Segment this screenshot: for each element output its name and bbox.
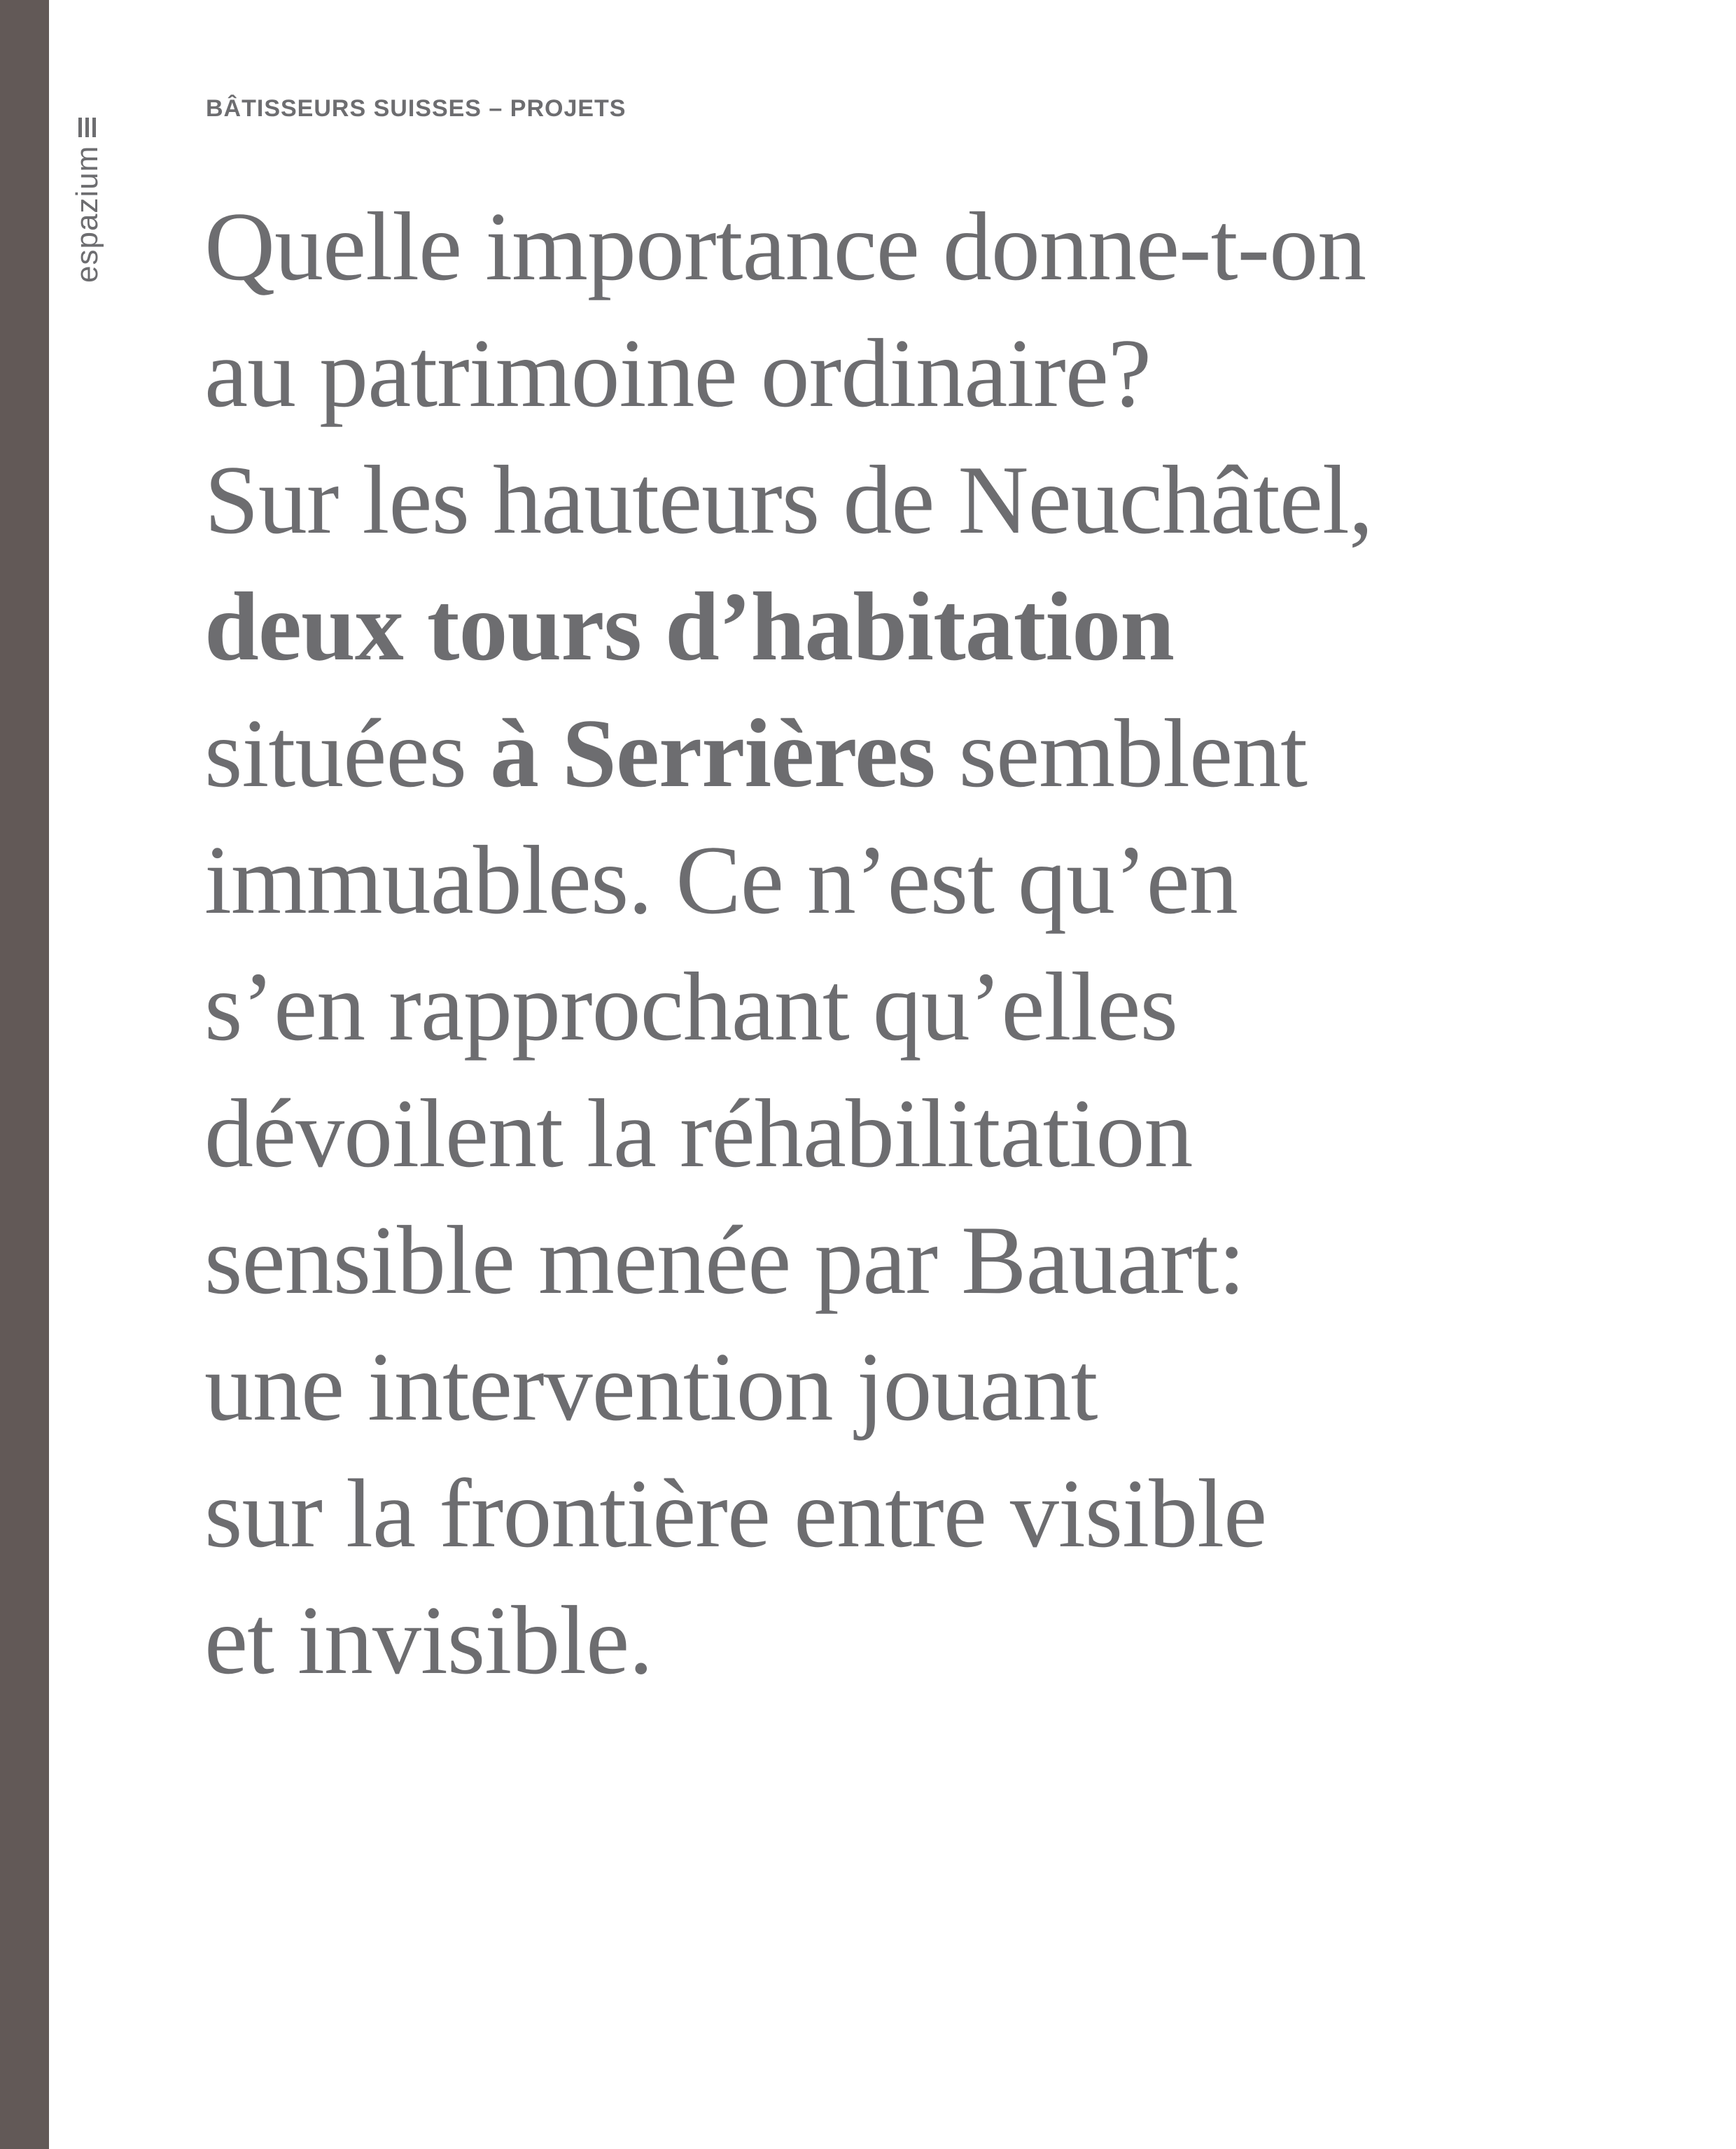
brand-wordmark: espazium [70,145,104,283]
lead-line [204,437,1702,564]
lead-text: immuables. Ce n’est qu’en [204,826,1238,934]
lead-text: semblent [934,699,1308,808]
side-color-bar [0,0,49,2149]
lead-text: sur la frontière entre visible [204,1460,1267,1568]
lead-line [204,564,1702,690]
lead-line [204,1070,1702,1197]
lead-emphasis: à Serrières [490,699,935,808]
lead-text: une intervention jouant [204,1333,1098,1441]
triple-bar-icon [78,118,97,137]
lead-emphasis: deux tours d’habitation [204,573,1175,681]
lead-text: et invisible. [204,1586,653,1695]
lead-line [204,1450,1702,1577]
lead-text: s’en rapprochant qu’elles [204,953,1177,1061]
lead-line [204,1197,1702,1324]
lead-text: Sur les hauteurs de Neuchâtel, [204,446,1373,554]
lead-text: dévoilent la réhabilitation [204,1079,1193,1188]
lead-line [204,944,1702,1070]
lead-line [204,1324,1702,1450]
lead-line [204,183,1702,310]
lead-text: sensible menée par Bauart: [204,1206,1245,1315]
lead-paragraph [204,183,1702,1704]
brand-logo [70,59,105,283]
lead-text: Quelle importance donne-t-on [204,192,1366,301]
lead-text: situées [204,699,491,808]
lead-line [204,817,1702,944]
section-rubric: BÂTISSEURS SUISSES – PROJETS [206,95,626,122]
lead-line [204,310,1702,437]
lead-line [204,1577,1702,1704]
lead-line [204,690,1702,817]
lead-text: au patrimoine ordinaire? [204,319,1152,428]
